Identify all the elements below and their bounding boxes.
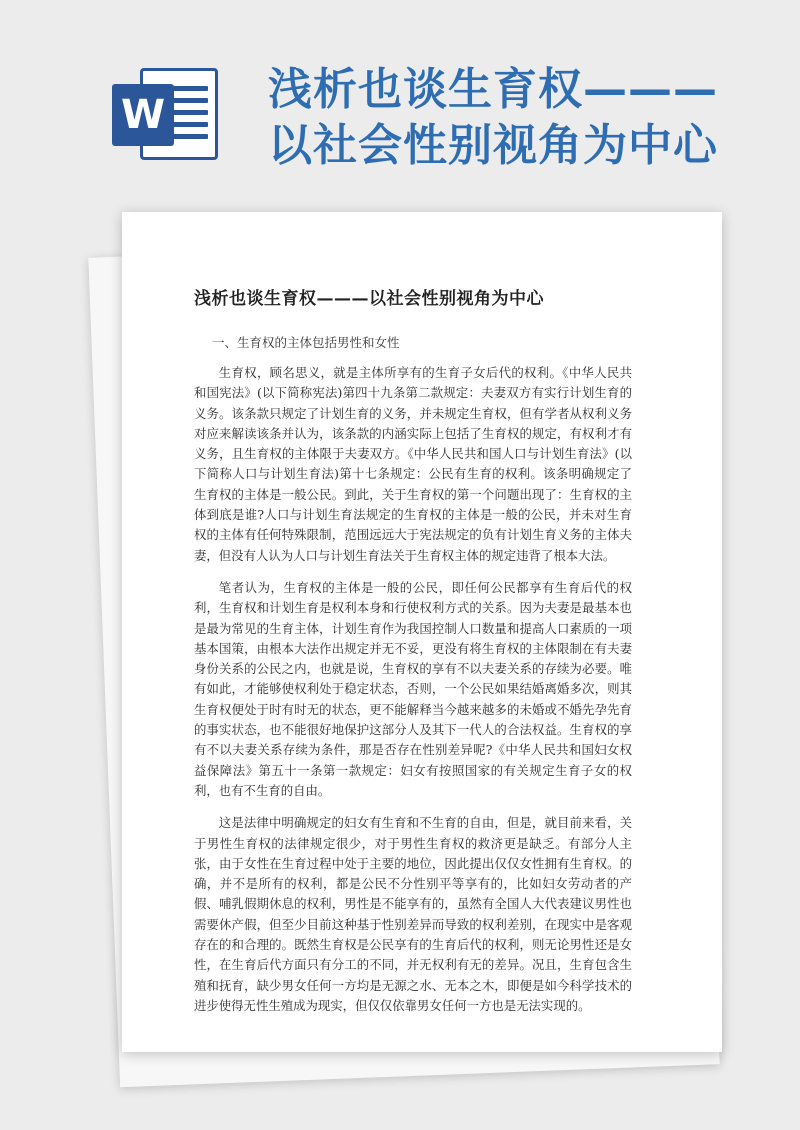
paragraph: 这是法律中明确规定的妇女有生育和不生育的自由，但是，就目前来看，关于男性生育权的法律规定很少，对于男性生育权的救济更是缺乏。有部分人主张，由于女性在生育过程中处于主要的地位，因此提出仅仅女性拥有生育权。的确，并不是所有的权利，都是公民不分性别平等享有的，比如妇女劳动者的产假、哺乳假期休息的权利，男性是不能享有的，虽然有全国人大代表建议男性也需要休产假，但至少目前这种基于性别差异而导致的权利差别，在现实中是客观存在的和合理的。既然生育权是公民享有的生育后代的权利，则无论男性还是女性，在生育后代方面只有分工的不同，并无权利有无的差异。况且，生育包含生殖和抚育，缺少男女任何一方均是无源之水、无本之木，即便是如今科学技术的进步使得无性生殖成为现实，但仅仅依靠男女任何一方也是无法实现的。 [194,815,632,1013]
page-title-line2: 以社会性别视角为中心 [268,120,718,171]
paragraph: 笔者认为，生育权的主体是一般的公民，即任何公民都享有生育后代的权利，生育权和计划生育是权利本身和行使权利方式的关系。因为夫妻是最基本也是最为常见的生育主体，计划生育作为我国控制人口数量和提高人口素质的一项基本国策，由根本大法作出规定并无不妥，更没有将生育权的主体限制在有夫妻身份关系的公民之内，也就是说，生育权的享有不以夫妻关系的存续为必要。唯有如此，才能够使权利处于稳定状态，否则，一个公民如果结婚离婚多次，则其生育权便处于时有时无的状态，更不能解释当今越来越多的未婚或不婚先孕先育的事实状态，也不能很好地保护这部分人及其下一代人的合法权益。生育权的享有不以夫妻关系存续为条件，那是否存在性别差异呢?《中华人民共和国妇女权益保障法》第五十一条第一款规定：妇女有按照国家的有关规定生育子女的权利，也有不生育的自由。 [194,579,632,798]
header-banner [0,0,800,200]
word-icon-badge: W [112,84,174,146]
document-page [122,212,722,1052]
word-icon-lines [172,86,208,146]
page-title-line1: 浅析也谈生育权——— [268,64,718,115]
document-title: 浅析也谈生育权———以社会性别视角为中心 [194,289,544,309]
section-heading: 一、生育权的主体包括男性和女性 [212,335,400,350]
word-document-icon [112,64,222,164]
page-title [268,62,788,174]
paragraph: 生育权，顾名思义，就是主体所享有的生育子女后代的权利。《中华人民共和国宪法》(以下简称宪法)第四十九条第二款规定：夫妻双方有实行计划生育的义务。该条款只规定了计划生育的义务，并未规定生育权，但有学者从权利义务对应来解读该条并认为，该条款的内涵实际上包括了生育权的规定，有权利才有义务，且生育权的主体限于夫妻双方。《中华人民共和国人口与计划生育法》(以下简称人口与计划生育法)第十七条规定：公民有生育的权利。该条明确规定了生育权的主体是一般公民。到此，关于生育权的第一个问题出现了：生育权的主体到底是谁?人口与计划生育法规定的生育权的主体是一般的公民，并未对生育权的主体有任何特殊限制，范围远远大于宪法规定的负有计划生育义务的主体夫妻，但没有人认为人口与计划生育法关于生育权主体的规定违背了根本大法。 [194,365,632,563]
